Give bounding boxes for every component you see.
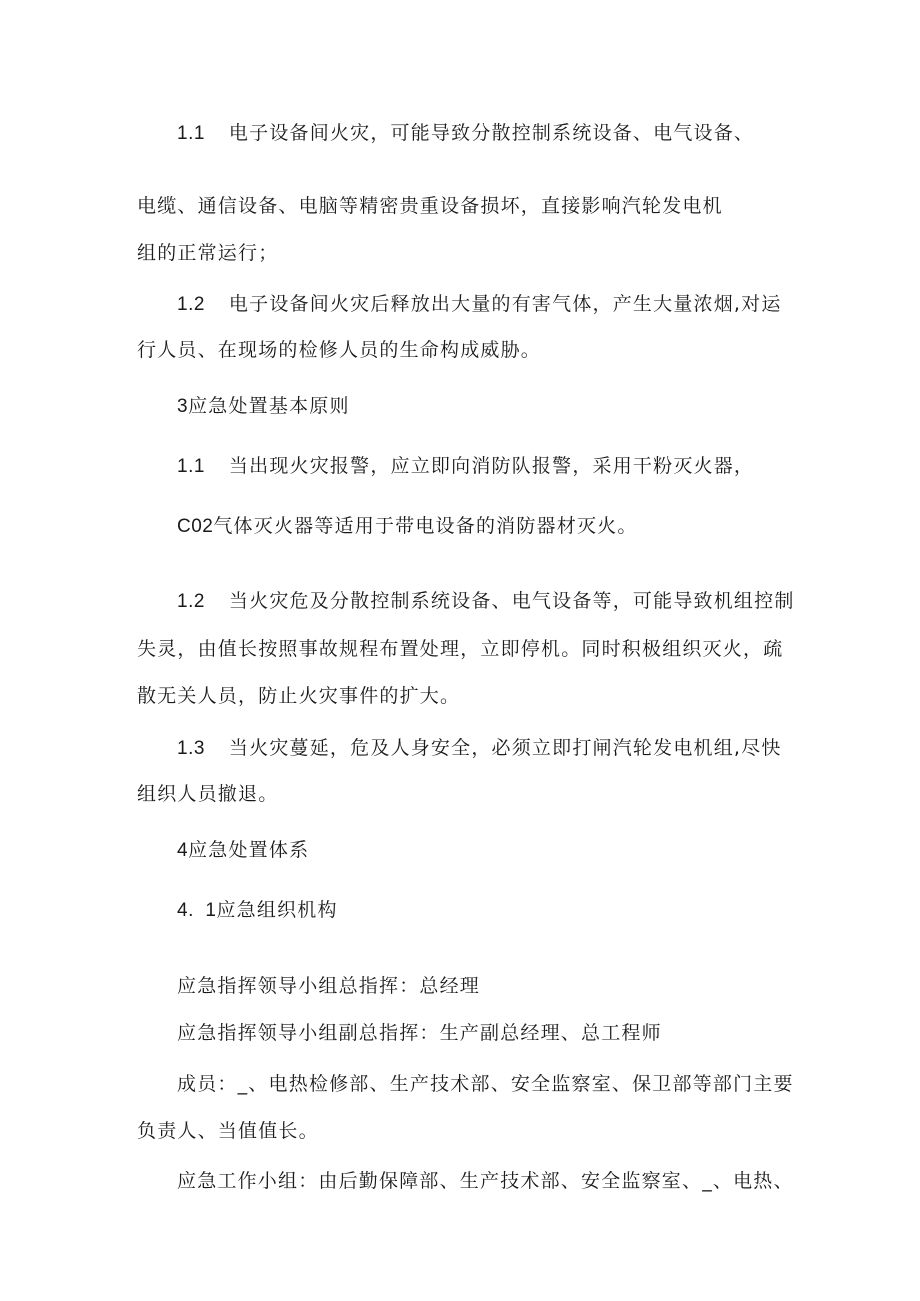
clause-number: 1.3	[177, 738, 205, 759]
para-4-line-2: 失灵，由值长按照事故规程布置处理，立即停机。同时积极组织灭火，疏	[137, 638, 784, 660]
para-1-line-1	[177, 120, 754, 146]
para-2-line-1	[177, 291, 782, 317]
section-number: 4	[177, 840, 189, 861]
para-4-line-3: 散无关人员，防止火灾事件的扩大。	[137, 685, 461, 707]
section-title: 应急处置体系	[188, 839, 310, 861]
section-4-heading	[177, 837, 309, 863]
para-text: 当出现火灾报警，应立即向消防队报警，采用干粉灭火器，	[228, 455, 755, 477]
para-text: 电子设备间火灾后释放出大量的有害气体，产生大量浓烟,对运	[228, 293, 782, 315]
para-1-line-2: 电缆、通信设备、电脑等精密贵重设备损坏，直接影响汽轮发电机	[137, 195, 723, 217]
subsection-title: 应急组织机构	[216, 899, 338, 921]
para-4-line-1	[177, 588, 795, 614]
para-5-line-2: 组织人员撤退。	[137, 783, 279, 805]
para-5-line-1	[177, 735, 782, 761]
subsection-number: 4. 1	[177, 900, 217, 921]
para-8-line-1: 成员：_、电热检修部、生产技术部、安全监察室、保卫部等部门主要	[177, 1073, 794, 1095]
para-text: 当火灾危及分散控制系统设备、电气设备等，可能导致机组控制	[228, 590, 795, 612]
para-3-line-1	[177, 453, 754, 479]
clause-number: 1.2	[177, 294, 205, 315]
section-title: 应急处置基本原则	[188, 395, 350, 417]
para-text: 当火灾蔓延，危及人身安全，必须立即打闸汽轮发电机组,尽快	[228, 737, 782, 759]
clause-number: 1.2	[177, 591, 205, 612]
section-3-heading	[177, 393, 350, 419]
para-1-line-3: 组的正常运行；	[137, 242, 279, 264]
para-7-line-1: 应急指挥领导小组副总指挥：生产副总经理、总工程师	[177, 1022, 662, 1044]
co2-label: C02	[177, 516, 214, 537]
para-2-line-2: 行人员、在现场的检修人员的生命构成威胁。	[137, 339, 542, 361]
para-text: 电子设备间火灾，可能导致分散控制系统设备、电气设备、	[228, 122, 755, 144]
para-6-line-1: 应急指挥领导小组总指挥：总经理	[177, 975, 481, 997]
para-9-line-1: 应急工作小组：由后勤保障部、生产技术部、安全监察室、_、电热、	[177, 1170, 794, 1192]
clause-number: 1.1	[177, 123, 205, 144]
subsection-4-1-heading	[177, 897, 338, 923]
section-number: 3	[177, 396, 189, 417]
para-text: 气体灭火器等适用于带电设备的消防器材灭火。	[213, 515, 638, 537]
para-8-line-2: 负责人、当值值长。	[137, 1120, 319, 1142]
clause-number: 1.1	[177, 456, 205, 477]
para-3-line-2	[177, 513, 638, 539]
